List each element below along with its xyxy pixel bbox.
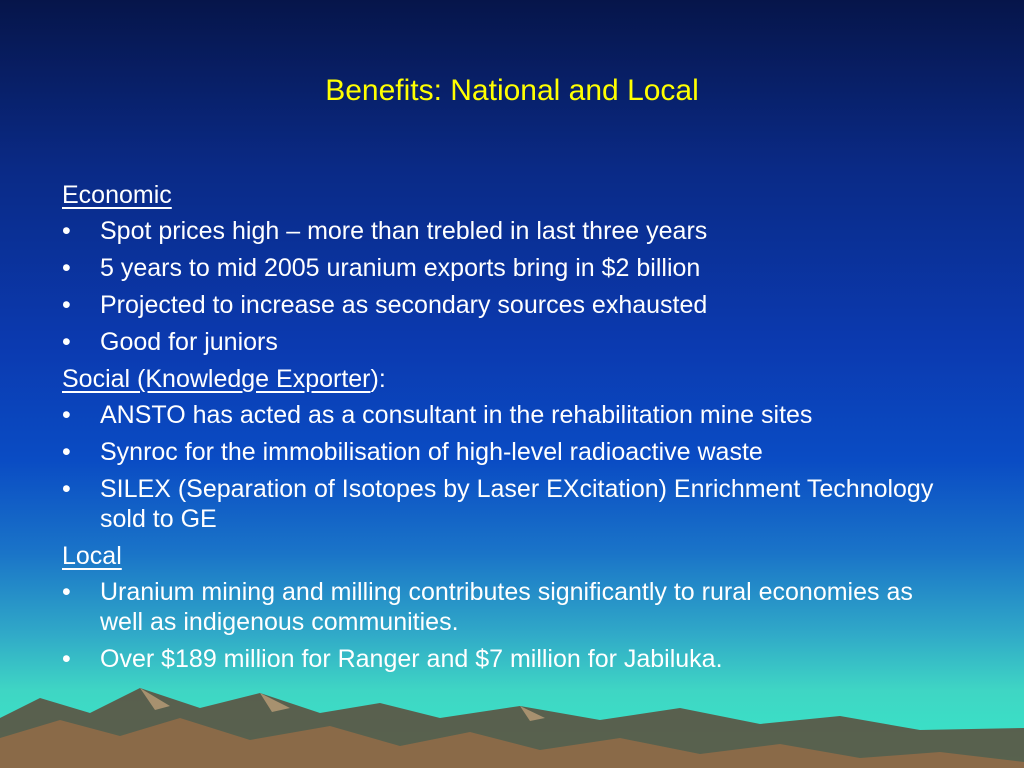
- bullet-list-local: [62, 577, 962, 674]
- bullet-icon: •: [62, 475, 71, 503]
- bullet-icon: •: [62, 645, 71, 673]
- bullet-icon: •: [62, 578, 71, 606]
- bullet-icon: •: [62, 291, 71, 319]
- section-heading-economic: Economic: [62, 181, 172, 209]
- bullet-item: • Good for juniors: [62, 328, 278, 356]
- bullet-item: • 5 years to mid 2005 uranium exports bring in $2 billion: [62, 254, 701, 282]
- bullet-icon: •: [62, 254, 71, 282]
- bullet-item: • SILEX (Separation of Isotopes by Laser EXcitation) Enrichment Technology sold to GE: [62, 475, 934, 533]
- slide-title: Benefits: National and Local: [325, 74, 699, 107]
- bullet-item: • Synroc for the immobilisation of high-level radioactive waste: [62, 438, 763, 466]
- bullet-item: • Projected to increase as secondary sources exhausted: [62, 291, 708, 319]
- bullet-icon: •: [62, 328, 71, 356]
- bullet-item: • Spot prices high – more than trebled in last three years: [62, 217, 708, 245]
- bullet-item: • Uranium mining and milling contributes significantly to rural economies as well as indigenous communities.: [62, 578, 913, 636]
- slide-content: [62, 180, 962, 681]
- bullet-item: • Over $189 million for Ranger and $7 million for Jabiluka.: [62, 645, 723, 673]
- bullet-item: • ANSTO has acted as a consultant in the rehabilitation mine sites: [62, 401, 813, 429]
- bullet-icon: •: [62, 217, 71, 245]
- bullet-icon: •: [62, 438, 71, 466]
- section-heading-social: Social (Knowledge Exporter):: [62, 365, 386, 393]
- bullet-list-economic: [62, 216, 962, 357]
- bullet-icon: •: [62, 401, 71, 429]
- bullet-list-social: [62, 400, 962, 534]
- section-heading-local: Local: [62, 542, 122, 570]
